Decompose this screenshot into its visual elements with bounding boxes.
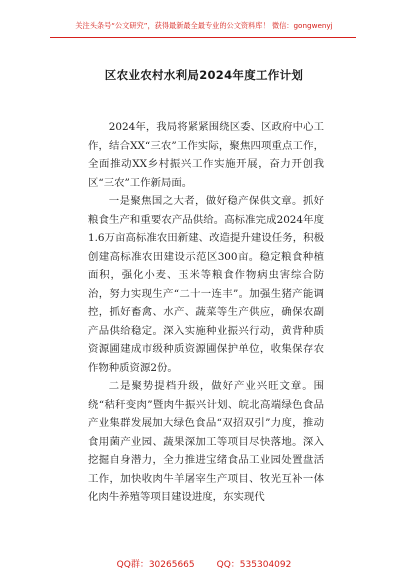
promo-banner[interactable]: 关注头条号“公文研究”，获得最新最全最专业的公文资料库！ 微信：gongwenyj	[75, 21, 333, 30]
qq-group-number: QQ群：30265665	[116, 560, 195, 570]
qq-number: QQ：535304092	[216, 560, 292, 570]
paragraph-intro: 2024年，我局将紧紧围绕区委、区政府中心工作，结合XX“三农”工作实际，聚焦四项重点工作，全面推动XX乡村振兴工作实施开展，奋力开创我区“三农”工作新局面。	[88, 121, 324, 189]
header-divider	[50, 37, 356, 38]
paragraph-two: 二是聚势提档升级，做好产业兴旺文章。围绕“秸秆变肉”暨肉牛振兴计划、皖北高端绿色食品产业集群发展加大绿色食品“双招双引”力度，推动食用菌产业园、蔬果深加工等项目尽快落地。深入挖掘自身潜力，全力推进宝绪食品工业园处置盘活工作，加快收肉牛羊屠宰生产项目、牧光互补一体化肉牛养殖等项目建设进度，东实现代	[88, 380, 324, 503]
document-title: 区农业农村水利局2024年度工作计划	[104, 68, 304, 82]
document-body	[88, 118, 324, 507]
footer-contacts	[0, 557, 408, 570]
paragraph-one: 一是聚焦国之大者，做好稳产保供文章。抓好粮食生产和重要农产品供给。高标准完成2024年度1.6万亩高标准农田新建、改造提升建设任务，积极创建高标准农田建设示范区300亩。稳定粮食种植面积，强化小麦、玉米等粮食作物病虫害综合防治，努力实现生产“二十一连丰”。加强生猪产能调控，抓好畜禽、水产、蔬菜等生产供应，确保农副产品供给稳定。深入实施种业振兴行动，黄背种质资源圃建成市级种质资源圃保护单位，收集保存农作物种质资源2份。	[88, 195, 324, 374]
